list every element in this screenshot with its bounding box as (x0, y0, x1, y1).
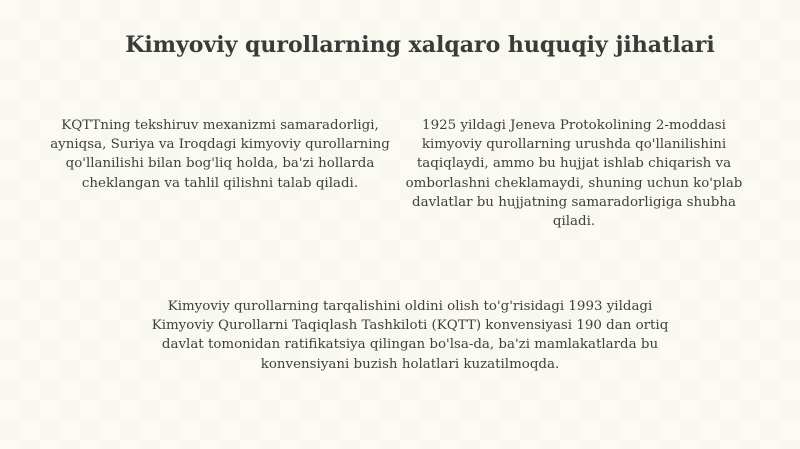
paragraph-geneva-protocol: 1925 yildagi Jeneva Protokolining 2-moddasi kimyoviy qurollarning urushda qo'llanilishini taqiqlaydi, ammo bu hujjat ishlab chiqarish va omborlashni cheklamaydi, shuning uchun ko'plab davlatlar bu hujjatning samaradorligiga shubha qiladi. (405, 118, 743, 230)
paragraph-cwc-convention: Kimyoviy qurollarning tarqalishini oldini olish to'g'risidagi 1993 yildagi Kimyoviy Qurollarni Taqiqlash Tashkiloti (KQTT) konvensiyasi 190 dan ortiq davlat tomonidan ratifikatsiya qilingan bo'lsa-da, ba'zi mamlakatlarda bu konvensiyani buzish holatlari kuzatilmoqda. (151, 299, 669, 372)
slide-title: Kimyoviy qurollarning xalqaro huquqiy jihatlari (125, 32, 715, 58)
paragraph-kqtt-verification: KQTTning tekshiruv mexanizmi samaradorligi, ayniqsa, Suriya va Iroqdagi kimyoviy qurollarning qo'llanilishi bilan bog'liq holda, ba'zi hollarda cheklangan va tahlil qilishni talab qiladi. (50, 118, 390, 191)
